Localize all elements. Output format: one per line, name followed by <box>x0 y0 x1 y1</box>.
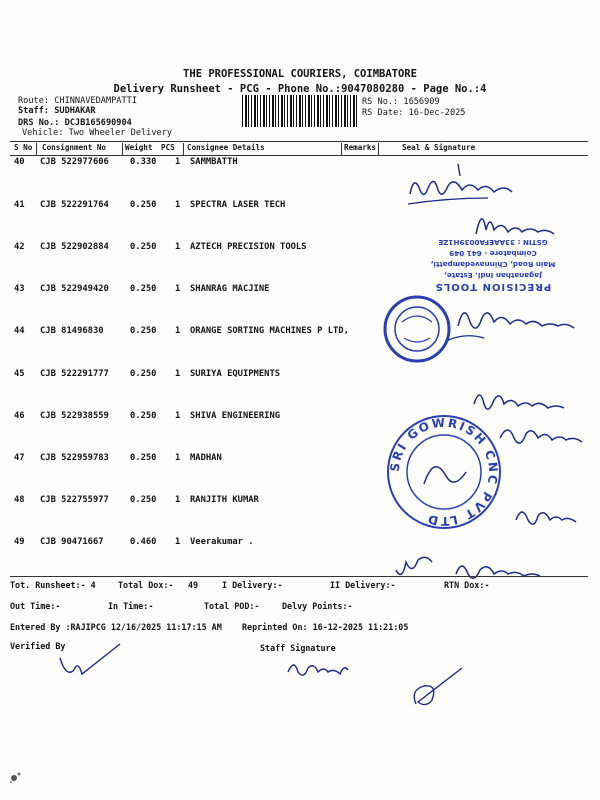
row-pcs: 1 <box>175 200 181 210</box>
col-divider <box>378 143 379 155</box>
row-consignee: SURIYA EQUIPMENTS <box>190 369 281 379</box>
row-consignment: CJB 90471667 <box>40 537 104 547</box>
row-pcs: 1 <box>175 369 181 379</box>
row-weight: 0.250 <box>130 284 157 294</box>
row-sno: 41 <box>14 200 25 210</box>
row-consignment: CJB 522959783 <box>40 453 109 463</box>
company-title: THE PROFESSIONAL COURIERS, COIMBATORE <box>183 68 417 80</box>
row-consignee: SPECTRA LASER TECH <box>190 200 286 210</box>
row-weight: 0.250 <box>130 242 157 252</box>
row-pcs: 1 <box>175 326 181 336</box>
row-sno: 49 <box>14 537 25 547</box>
row-pcs: 1 <box>175 411 181 421</box>
entered-by: Entered By :RAJIPCG 12/16/2025 11:17:15 AM <box>10 622 222 632</box>
drs-number: DRS No.: DCJB165690904 <box>18 118 132 128</box>
table-row <box>12 369 582 383</box>
col-divider <box>183 143 184 155</box>
row-sno: 46 <box>14 411 25 421</box>
route-label: Route: CHINNAVEDAMPATTI <box>18 96 137 106</box>
ii-delivery: II Delivery:- <box>330 580 396 590</box>
row-sno: 47 <box>14 453 25 463</box>
reprinted-on: Reprinted On: 16-12-2025 11:21:05 <box>242 622 409 632</box>
col-consignee: Consignee Details <box>187 143 265 152</box>
row-consignment: CJB 522938559 <box>40 411 109 421</box>
barcode <box>242 95 358 127</box>
row-pcs: 1 <box>175 242 181 252</box>
verifier-signature <box>52 636 132 684</box>
runsheet-subtitle: Delivery Runsheet - PCG - Phone No.:9047080280 - Page No.:4 <box>113 83 487 95</box>
col-pcs: PCS <box>161 143 175 152</box>
row-pcs: 1 <box>175 157 181 167</box>
out-time: Out Time:- <box>10 601 61 611</box>
row-sno: 44 <box>14 326 25 336</box>
round-company-stamp <box>384 412 504 532</box>
row-consignment: CJB 522949420 <box>40 284 109 294</box>
row-consignment: CJB 522977606 <box>40 157 109 167</box>
row-consignment: CJB 81496830 <box>40 326 104 336</box>
total-dox-value: 49 <box>188 580 199 590</box>
row-weight: 0.250 <box>130 495 157 505</box>
row-consignee: Veerakumar . <box>190 537 254 547</box>
round-seal-stamp <box>382 292 452 366</box>
rs-date: RS Date: 16-Dec-2025 <box>362 108 466 118</box>
col-sno: S No <box>14 143 33 152</box>
rtn-dox: RTN Dox:- <box>444 580 490 590</box>
tot-runsheet: Tot. Runsheet:- 4 <box>10 580 96 590</box>
in-time: In Time:- <box>108 601 154 611</box>
signature-48 <box>510 500 590 536</box>
row-weight: 0.460 <box>130 537 157 547</box>
row-pcs: 1 <box>175 495 181 505</box>
row-consignee: RANJITH KUMAR <box>190 495 259 505</box>
staff-label: Staff: SUDHAKAR <box>18 106 96 116</box>
row-consignee: SHIVA ENGINEERING <box>190 411 281 421</box>
total-dox-label: Total Dox:- <box>118 580 174 590</box>
rs-number: RS No.: 1656909 <box>362 97 440 107</box>
row-consignment: CJB 522902884 <box>40 242 109 252</box>
col-divider <box>36 143 37 155</box>
ink-smudge <box>6 768 26 786</box>
company-seal-stamp: PRECISION TOOLS Jaganathan Indl. Estate, Main Road, Chinnavedampatti, Coimbatore - 641 049 GSTIN : 33AAEFA0039H1ZE <box>430 238 556 292</box>
i-delivery: I Delivery:- <box>222 580 283 590</box>
row-pcs: 1 <box>175 537 181 547</box>
row-consignee: SHANRAG MACJINE <box>190 284 270 294</box>
col-weight: Weight <box>125 143 153 152</box>
row-sno: 42 <box>14 242 25 252</box>
footer-rule <box>10 576 588 577</box>
staff-signature-label: Staff Signature <box>260 643 336 653</box>
row-consignee: ORANGE SORTING MACHINES P LTD, <box>190 326 349 336</box>
col-consignment: Consignment No <box>42 143 107 152</box>
extra-signature-mark <box>408 664 468 712</box>
vehicle-label: Vehicle: Two Wheeler Delivery <box>22 128 173 138</box>
signature-46 <box>468 384 578 420</box>
row-weight: 0.330 <box>130 157 157 167</box>
signature-41 <box>470 204 560 240</box>
header-top-rule <box>10 141 588 142</box>
table-header <box>12 143 582 155</box>
row-weight: 0.250 <box>130 326 157 336</box>
row-consignee: SAMMBATTH <box>190 157 238 167</box>
row-pcs: 1 <box>175 284 181 294</box>
col-remarks: Remarks <box>344 143 377 152</box>
signature-47 <box>494 420 590 456</box>
signature-44 <box>448 300 588 350</box>
col-divider <box>341 143 342 155</box>
total-pod: Total POD:- <box>204 601 260 611</box>
staff-signature <box>284 654 354 684</box>
col-divider <box>122 143 123 155</box>
row-consignee: MADHAN <box>190 453 222 463</box>
col-seal-signature: Seal & Signature <box>402 143 476 152</box>
row-sno: 48 <box>14 495 25 505</box>
row-consignment: CJB 522291764 <box>40 200 109 210</box>
verified-by: Verified By <box>10 641 66 651</box>
row-weight: 0.250 <box>130 453 157 463</box>
svg-text:SRI GOWRISH CNC PVT LTD: SRI GOWRISH CNC PVT LTD <box>387 415 501 529</box>
delvy-points: Delvy Points:- <box>282 601 353 611</box>
row-consignment: CJB 522291777 <box>40 369 109 379</box>
row-sno: 45 <box>14 369 25 379</box>
row-weight: 0.250 <box>130 411 157 421</box>
row-consignment: CJB 522755977 <box>40 495 109 505</box>
row-weight: 0.250 <box>130 200 157 210</box>
row-sno: 43 <box>14 284 25 294</box>
row-weight: 0.250 <box>130 369 157 379</box>
row-consignee: AZTECH PRECISION TOOLS <box>190 242 307 252</box>
table-row <box>12 537 582 551</box>
header-bottom-rule <box>10 155 588 156</box>
row-sno: 40 <box>14 157 25 167</box>
row-pcs: 1 <box>175 453 181 463</box>
